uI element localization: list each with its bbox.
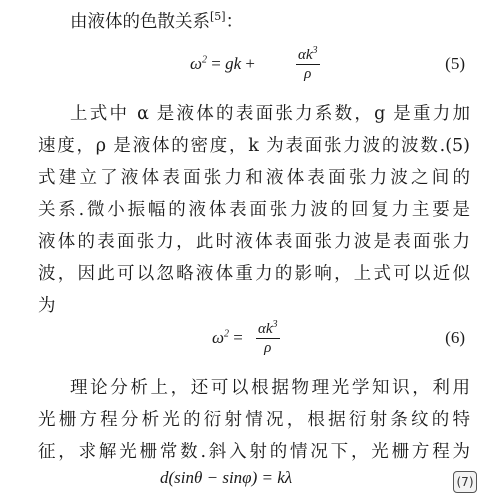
eq5-term1: gk	[225, 54, 242, 73]
eq6-denominator: ρ	[264, 340, 272, 356]
intro-text: 由液体的色散关系	[70, 12, 210, 32]
eq6-numerator: αk	[258, 321, 273, 337]
eq5-num-exp: 3	[312, 45, 318, 56]
eq7-expression: d(sinθ − sinφ) = kλ	[160, 468, 293, 487]
eq5-denominator: ρ	[304, 66, 312, 82]
p2-line-2: 速度，ρ 是液体的密度，k 为表面张力波的波数.(5)	[38, 136, 470, 156]
eq6-num-exp: 3	[272, 319, 278, 330]
intro-line	[70, 10, 470, 34]
eq6-fraction	[256, 320, 280, 357]
eq6-lhs-exp: 2	[224, 328, 230, 340]
p2-line-3: 式建立了液体表面张力和液体表面张力波之间的	[38, 168, 470, 188]
p3-line-2: 光栅方程分析光的衍射情况，根据衍射条纹的特	[38, 410, 470, 430]
p2-line-5: 液体的表面张力，此时液体表面张力波是表面张力	[38, 232, 470, 252]
eq7-number-badge: (7)	[453, 471, 477, 493]
eq5-number: (5)	[445, 54, 465, 73]
p2-line-1: 上式中 α 是液体的表面张力系数，g 是重力加	[70, 104, 470, 124]
eq5-fraction	[296, 46, 320, 83]
eq5-lhs-exp: 2	[202, 54, 208, 66]
eq5-lhs: ω	[190, 54, 203, 73]
p2-line-7: 为	[38, 296, 56, 316]
p2-line-4: 关系.微小振幅的液体表面张力波的回复力主要是	[38, 200, 470, 220]
eq5-equals: =	[211, 54, 221, 73]
eq5-numerator: αk	[298, 47, 313, 63]
eq6-lhs: ω	[212, 328, 225, 347]
citation-ref: [5]	[210, 10, 226, 24]
eq6-number: (6)	[445, 328, 465, 347]
p3-line-1: 理论分析上，还可以根据物理光学知识，利用	[70, 378, 470, 398]
eq6-equals: =	[233, 328, 243, 347]
eq5-plus: +	[245, 54, 255, 73]
p3-line-3: 征，求解光栅常数.斜入射的情况下，光栅方程为	[38, 442, 470, 462]
intro-colon: ：	[225, 12, 244, 32]
p2-line-6: 波，因此可以忽略液体重力的影响，上式可以近似	[38, 264, 470, 284]
